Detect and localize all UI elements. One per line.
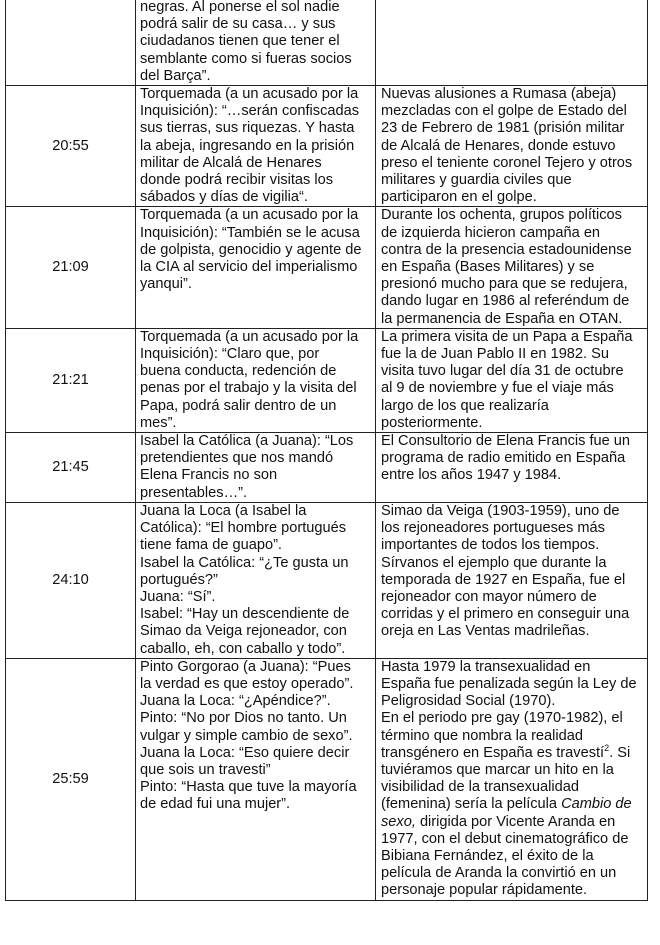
table-row xyxy=(6,502,648,658)
note-line: tuviéramos que marcar un hito en la xyxy=(381,761,614,778)
timestamp-cell: 21:45 xyxy=(6,433,136,503)
dialogue-line: pretendientes que nos mandó xyxy=(140,450,334,467)
footnote-marker: 2 xyxy=(604,742,610,753)
note-line: término que nombra la realidad xyxy=(381,727,583,744)
note-cell xyxy=(376,328,648,432)
dialogue-line: donde podrá recibir visitas los xyxy=(140,172,334,189)
note-cell xyxy=(376,86,648,207)
note-line xyxy=(381,796,644,813)
dialogue-line: Elena Francis no son xyxy=(140,467,278,484)
note-line: Peligrosidad Social (1970). xyxy=(381,693,556,710)
dialogue-line: Inquisición): “…serán confiscadas xyxy=(140,103,360,120)
note-line: de izquierda hicieron campaña en xyxy=(381,224,601,241)
dialogue-line: Isabel la Católica (a Juana): “Los xyxy=(140,433,354,450)
note-text: dirigida por Vicente Aranda en xyxy=(415,813,616,830)
note-line: en España (Bases Militares) y se xyxy=(381,259,595,276)
note-line: fue la de Juan Pablo II en 1982. Su xyxy=(381,346,609,363)
note-cell xyxy=(376,658,648,900)
dialogue-line: penas por el trabajo y la visita del xyxy=(140,380,357,397)
dialogue-line: negras. Al ponerse el sol nadie xyxy=(140,0,340,15)
table-row xyxy=(6,658,648,900)
dialogue-line: militar de Alcalá de Henares xyxy=(140,154,322,171)
note-line: de Alcalá de Henares, donde estuvo xyxy=(381,137,616,154)
note-line xyxy=(381,742,644,762)
dialogue-line: yanqui”. xyxy=(140,276,192,293)
dialogue-line: de edad fui una mujer”. xyxy=(140,796,291,813)
dialogue-line: ciudadanos tienen que tener el xyxy=(140,33,340,50)
note-line: visita tuvo lugar del día 31 de octubre xyxy=(381,363,624,380)
note-line: visibilidad de la transexualidad xyxy=(381,779,579,796)
note-line: En el periodo pre gay (1970-1982), el xyxy=(381,710,623,727)
note-line xyxy=(381,814,644,831)
dialogue-line: Católica): “El hombre portugués xyxy=(140,520,347,537)
dialogue-line: Juana la Loca: “¿Apéndice?”. xyxy=(140,693,331,710)
dialogue-line: podrá salir de su casa… y sus xyxy=(140,16,336,33)
note-line: Nuevas alusiones a Rumasa (abeja) xyxy=(381,86,617,103)
note-line: Bibiana Fernández, el éxito de la xyxy=(381,847,594,864)
dialogue-line: vulgar y simple cambio de sexo”. xyxy=(140,727,353,744)
dialogue-line: Juana: “Sí”. xyxy=(140,588,216,605)
dialogue-cell xyxy=(136,658,376,900)
dialogue-line: Simao da Veiga rejoneador, con xyxy=(140,623,347,640)
note-line: Sírvanos el ejemplo que durante la xyxy=(381,554,607,571)
dialogue-line: caballo, eh, con caballo y todo”. xyxy=(140,640,346,657)
note-line: oreja en Las Ventas madrileñas. xyxy=(381,623,590,640)
timestamp-cell: 25:59 xyxy=(6,658,136,900)
table-row xyxy=(6,207,648,328)
note-line: la permanencia de España en OTAN. xyxy=(381,310,623,327)
note-line: contra de la presencia estadounidense xyxy=(381,241,632,258)
note-line: rejoneador con mayor número de xyxy=(381,588,597,605)
note-line: programa de radio emitido en España xyxy=(381,450,626,467)
note-cell xyxy=(376,502,648,658)
table-row xyxy=(6,433,648,503)
note-line: los rejoneadores portugueses más xyxy=(381,520,605,537)
note-line: corridas y el primero en conseguir una xyxy=(381,606,630,623)
note-cell xyxy=(376,433,648,503)
note-line: Simao da Veiga (1903-1959), uno de xyxy=(381,502,620,519)
dialogue-line: de golpista, genocidio y agente de xyxy=(140,241,362,258)
note-line: El Consultorio de Elena Francis fue un xyxy=(381,433,631,450)
dialogue-line: mes”. xyxy=(140,414,177,431)
note-line: importantes de todos los tiempos. xyxy=(381,537,600,554)
note-line: temporada de 1927 en España, fue el xyxy=(381,571,626,588)
dialogue-line: la abeja, ingresando en la prisión xyxy=(140,137,355,154)
dialogue-line: Inquisición): “Claro que, por xyxy=(140,346,320,363)
dialogue-line: Torquemada (a un acusado por la xyxy=(140,86,359,103)
note-cell xyxy=(376,0,648,86)
note-line: posteriormente. xyxy=(381,414,483,431)
timestamp-cell xyxy=(6,0,136,86)
dialogue-cell xyxy=(136,207,376,328)
dialogue-line: Pinto: “No por Dios no tanto. Un xyxy=(140,710,347,727)
dialogue-line: Inquisición): “También se le acusa xyxy=(140,224,360,241)
note-line: participaron en el golpe. xyxy=(381,189,537,206)
dialogue-line: buena conducta, redención de xyxy=(140,363,337,380)
note-line: Hasta 1979 la transexualidad en xyxy=(381,658,591,675)
dialogue-cell xyxy=(136,502,376,658)
timestamp-cell: 24:10 xyxy=(6,502,136,658)
dialogue-line: que sois un travesti” xyxy=(140,761,271,778)
dialogue-line: sus tierras, sus riquezas. Y hasta xyxy=(140,120,355,137)
timestamp-cell: 20:55 xyxy=(6,86,136,207)
table-row xyxy=(6,86,648,207)
dialogue-line: Isabel: “Hay un descendiente de xyxy=(140,606,350,623)
note-text: transgénero en España es travestí xyxy=(381,744,605,761)
film-title: sexo, xyxy=(381,813,416,830)
dialogue-cell xyxy=(136,328,376,432)
dialogue-line: portugués?” xyxy=(140,571,218,588)
note-line: dando lugar en 1986 al referéndum de xyxy=(381,293,630,310)
note-line: largo de los que realizaría xyxy=(381,397,549,414)
dialogue-line: sábados y días de vigilia“. xyxy=(140,189,308,206)
dialogue-cell xyxy=(136,433,376,503)
note-line: preso el teniente coronel Tejero y otros xyxy=(381,154,633,171)
note-line: al 9 de noviembre y fue el viaje más xyxy=(381,380,614,397)
dialogue-line: la verdad es que estoy operado”. xyxy=(140,675,354,692)
note-line: La primera visita de un Papa a España xyxy=(381,328,633,345)
dialogue-cell xyxy=(136,0,376,86)
dialogue-line: Juana la Loca (a Isabel la xyxy=(140,502,307,519)
note-line: película de Aranda la convirtió en un xyxy=(381,865,617,882)
document-table xyxy=(5,0,648,901)
table-row xyxy=(6,328,648,432)
dialogue-line: Juana la Loca: “Eso quiere decir xyxy=(140,744,350,761)
dialogue-line: la CIA al servicio del imperialismo xyxy=(140,259,358,276)
note-line: entre los años 1947 y 1984. xyxy=(381,467,562,484)
note-line: mezcladas con el golpe de Estado del xyxy=(381,103,627,120)
note-line: España fue penalizada según la Ley de xyxy=(381,675,637,692)
note-text: . Si xyxy=(609,744,631,761)
timestamp-cell: 21:21 xyxy=(6,328,136,432)
dialogue-line: semblante como si fueras socios xyxy=(140,50,352,67)
note-line: presionó mucho para que se redujera, xyxy=(381,276,628,293)
note-text: (femenina) sería la película xyxy=(381,796,562,813)
dialogue-line: Pinto Gorgorao (a Juana): “Pues xyxy=(140,658,351,675)
timestamp-cell: 21:09 xyxy=(6,207,136,328)
film-title: Cambio de xyxy=(561,796,632,813)
dialogue-line: Papa, podrá salir dentro de un xyxy=(140,397,337,414)
note-line: militares y guardia civiles que xyxy=(381,172,572,189)
note-line: Durante los ochenta, grupos políticos xyxy=(381,207,622,224)
dialogue-line: Torquemada (a un acusado por la xyxy=(140,328,359,345)
dialogue-line: Isabel la Católica: “¿Te gusta un xyxy=(140,554,349,571)
dialogue-line: tiene fama de guapo”. xyxy=(140,537,282,554)
dialogue-line: Pinto: “Hasta que tuve la mayoría xyxy=(140,779,357,796)
dialogue-cell xyxy=(136,86,376,207)
note-cell xyxy=(376,207,648,328)
dialogue-line: presentables…”. xyxy=(140,484,248,501)
note-line: 23 de Febrero de 1981 (prisión militar xyxy=(381,120,625,137)
dialogue-line: Torquemada (a un acusado por la xyxy=(140,207,359,224)
note-line: personaje popular rápidamente. xyxy=(381,882,588,899)
note-line: 1977, con el debut cinematográfico de xyxy=(381,830,629,847)
table-row xyxy=(6,0,648,86)
dialogue-line: del Barça”. xyxy=(140,67,211,84)
